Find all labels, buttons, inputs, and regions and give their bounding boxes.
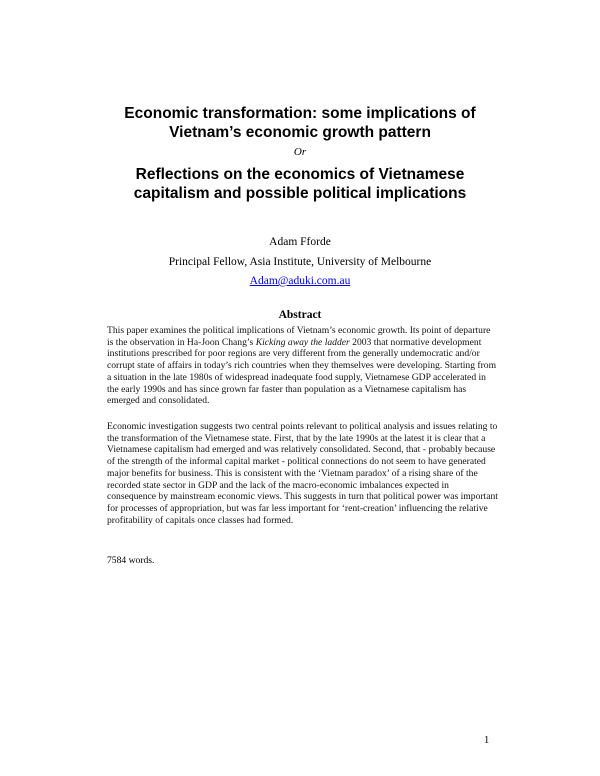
abstract-p1-text-start: This paper examines the political implications of Vietnam’s economic growth. Its point of departure is the observation in Ha-Joon Chang’s xyxy=(107,325,491,348)
main-title xyxy=(0,104,600,142)
alternate-title-line-2: capitalism and possible political implications xyxy=(133,185,467,202)
author-affiliation: Principal Fellow, Asia Institute, University of Melbourne xyxy=(168,256,432,268)
abstract-paragraph-2: Economic investigation suggests two central points relevant to political analysis and issues relating to the transformation of the Vietnamese state. First, that by the late 1990s at the latest it is clear that a Vietnamese capitalism had emerged and was relatively consolidated. Second, that - probably because of the strength of the informal capital market - political connections do not seem to have generated major benefits for business. This is consistent with the ‘Vietnam paradox’ of a rising share of the recorded state sector in GDP and the lack of the macro-economic imbalances expected in consequence by mainstream economic views. This suggests in turn that political power was important for processes of appropriation, but was far less important for ‘rent-creation’ influencing the relative profitability of capitals once classes had formed. xyxy=(107,421,498,526)
alternate-title xyxy=(0,165,600,203)
main-title-line-2: Vietnam’s economic growth pattern xyxy=(169,124,431,141)
main-title-line-1: Economic transformation: some implications of xyxy=(124,105,476,122)
or-separator: Or xyxy=(293,146,307,158)
author-email-line xyxy=(0,275,600,287)
alternate-title-line-1: Reflections on the economics of Vietnamese xyxy=(135,166,465,183)
abstract-paragraph-1 xyxy=(107,325,499,407)
abstract-heading: Abstract xyxy=(278,309,322,321)
word-count: 7584 words. xyxy=(107,555,155,566)
author-email-link[interactable]: Adam@aduki.com.au xyxy=(249,275,351,287)
abstract-p1-text-end: 2003 that normative development institutions prescribed for poor regions are very different from the generally undemocratic and/or corrupt state of affairs in today’s rich countries when they themselves were developing. Starting from a situation in the late 1980s of widespread inadequate food supply, Vietnamese GDP accelerated in the early 1990s and has since grown far faster than population as a Vietnamese capitalism has emerged and consolidated. xyxy=(107,336,497,407)
author-name: Adam Fforde xyxy=(269,236,331,248)
book-title: Kicking away the ladder xyxy=(255,336,350,348)
page-number: 1 xyxy=(484,735,490,746)
